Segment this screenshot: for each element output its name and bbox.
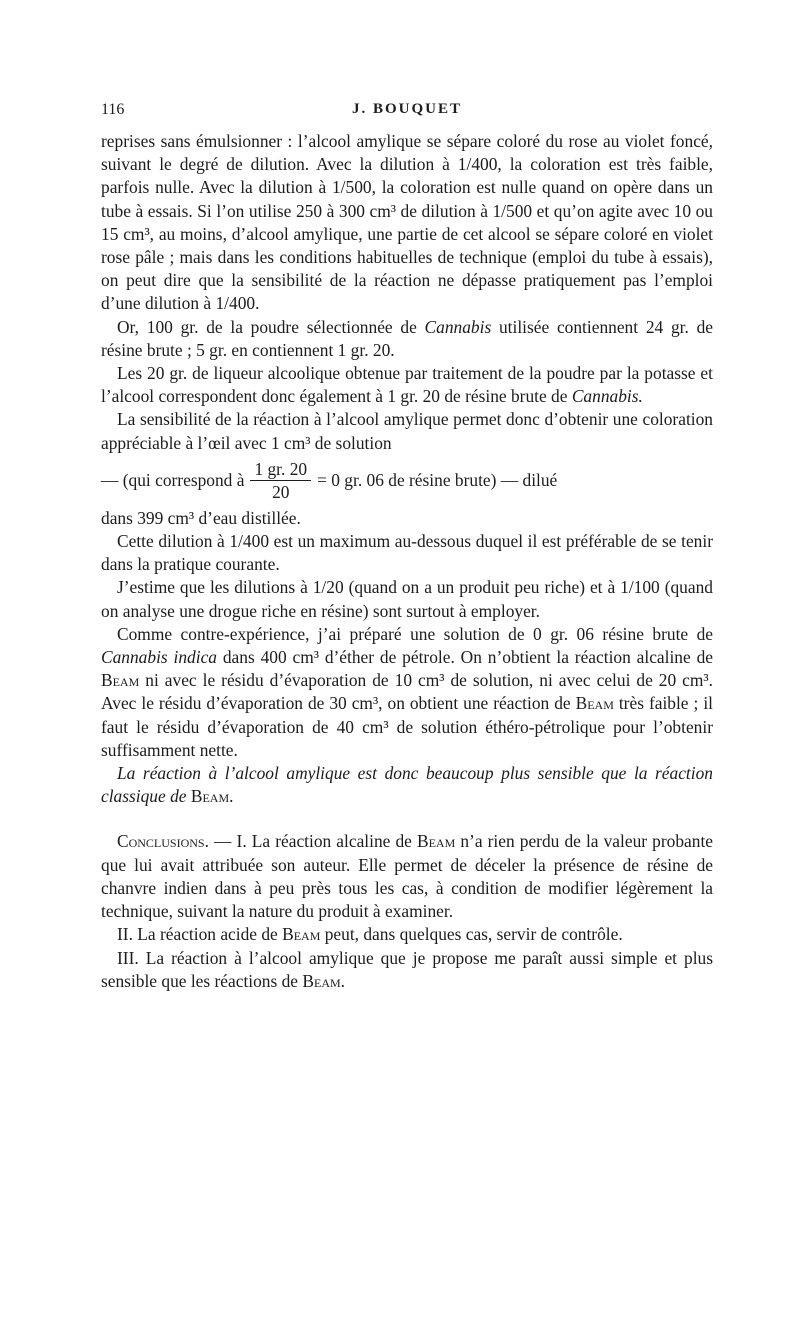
page-header	[101, 98, 713, 122]
paragraph-liquor	[101, 362, 713, 408]
fraction-denominator: 20	[272, 482, 290, 503]
formula-line	[101, 455, 713, 507]
text: dans 400 cm³ d’éther de pétrole. On n’obtient la réaction alcaline de	[217, 647, 713, 668]
fraction-numerator: 1 gr. 20	[250, 458, 311, 481]
text: utilisée contiennent 24 gr. de résine brute ; 5 gr. en contiennent 1 gr. 20.	[101, 316, 713, 360]
text: II. La réaction acide de	[117, 924, 283, 945]
author-name: Beam	[416, 831, 456, 852]
conclusion-three	[101, 947, 713, 993]
text: Or, 100 gr. de la poudre sélectionnée de	[117, 316, 425, 337]
author-name: Beam	[282, 924, 321, 945]
text: Les 20 gr. de liqueur alcoolique obtenue par traitement de la poudre par la potasse et l’alcool correspondent donc également à 1 gr. 20 de résine brute de	[101, 363, 713, 407]
paragraph-maximum: Cette dilution à 1/400 est un maximum au-dessous duquel il est préférable de se tenir dans la pratique courante.	[101, 531, 713, 575]
page-number: 116	[101, 101, 125, 118]
text: très faible ; il faut le résidu d’évaporation de 40 cm³ de solution éthéro-pétrolique pour l’obtenir suffisamment nette.	[101, 693, 713, 760]
conclusions-label: Conclusions.	[117, 831, 209, 852]
paragraph-counter-experiment	[101, 623, 713, 762]
text-italic: Cannabis.	[571, 386, 643, 407]
text: ni avec le résidu d’évaporation de 10 cm³ de solution, ni avec celui de 20 cm³. Avec le résidu d’évaporation de 30 cm³, on obtient une réaction de	[101, 670, 713, 714]
text: III. La réaction à l’alcool amylique que je propose me paraît aussi simple et plus sensible que les réactions de	[101, 947, 713, 991]
text-italic: Cannabis	[424, 316, 492, 337]
formula-post: = 0 gr. 06 de résine brute) — dilué	[317, 470, 558, 491]
author-name: Beam	[101, 670, 140, 691]
paragraph-resin-content	[101, 316, 713, 362]
paragraph-italic-conclusion	[101, 762, 713, 808]
text: n’a rien perdu de la valeur probante que lui avait attribuée son auteur. Elle permet de déceler la présence de résine de chanvre indien dans à peu près tous les cas, à condition de modifier légèrement la technique, suivant la nature du produit à examiner.	[101, 831, 713, 922]
paragraph-dilution: reprises sans émulsionner : l’alcool amylique se sépare coloré du rose au violet foncé, suivant le degré de dilution. Avec la dilution à 1/400, la coloration est très faible, parfois nulle. Avec la dilution à 1/500, la coloration est nulle quand on opère dans un tube à essais. Si l’on utilise 250 à 300 cm³ de dilution à 1/500 et qu’on agite avec 10 ou 15 cm³, au moins, d’alcool amylique, une partie de cet alcool se sépare coloré en violet rose pâle ; mais dans les conditions habituelles de technique (emploi du tube à essais), on peut dire que la sensibilité de la réaction ne dépasse pratiquement pas l’emploi d’une dilution à 1/400.	[101, 131, 713, 314]
conclusion-two	[101, 923, 713, 946]
formula-pre: — (qui correspond à	[101, 470, 245, 491]
section-gap	[101, 808, 713, 830]
paragraph-distilled-water: dans 399 cm³ d’eau distillée.	[101, 507, 301, 528]
author-name: Beam.	[302, 970, 346, 991]
paragraph-estimate: J’estime que les dilutions à 1/20 (quand on a un produit peu riche) et à 1/100 (quand on analyse une drogue riche en résine) sont surtout à employer.	[101, 577, 713, 621]
text: peut, dans quelques cas, servir de contrôle.	[320, 924, 623, 945]
text-italic: La réaction à l’alcool amylique est donc beaucoup plus sensible que la réaction classique de	[101, 763, 713, 807]
author-name: Beam.	[190, 786, 234, 807]
text-italic: Cannabis indica	[101, 647, 217, 668]
paragraph-sensitivity: La sensibilité de la réaction à l’alcool amylique permet donc d’obtenir une coloration appréciable à l’œil avec 1 cm³ de solution	[101, 409, 713, 453]
running-title: J. BOUQUET	[351, 101, 462, 117]
fraction	[250, 458, 311, 503]
conclusion-one	[101, 830, 713, 923]
text: — I. La réaction alcaline de	[208, 831, 417, 852]
text: Comme contre-expérience, j’ai préparé une solution de 0 gr. 06 résine brute de	[117, 623, 713, 644]
document-page	[101, 98, 713, 993]
author-name: Beam	[575, 693, 614, 714]
